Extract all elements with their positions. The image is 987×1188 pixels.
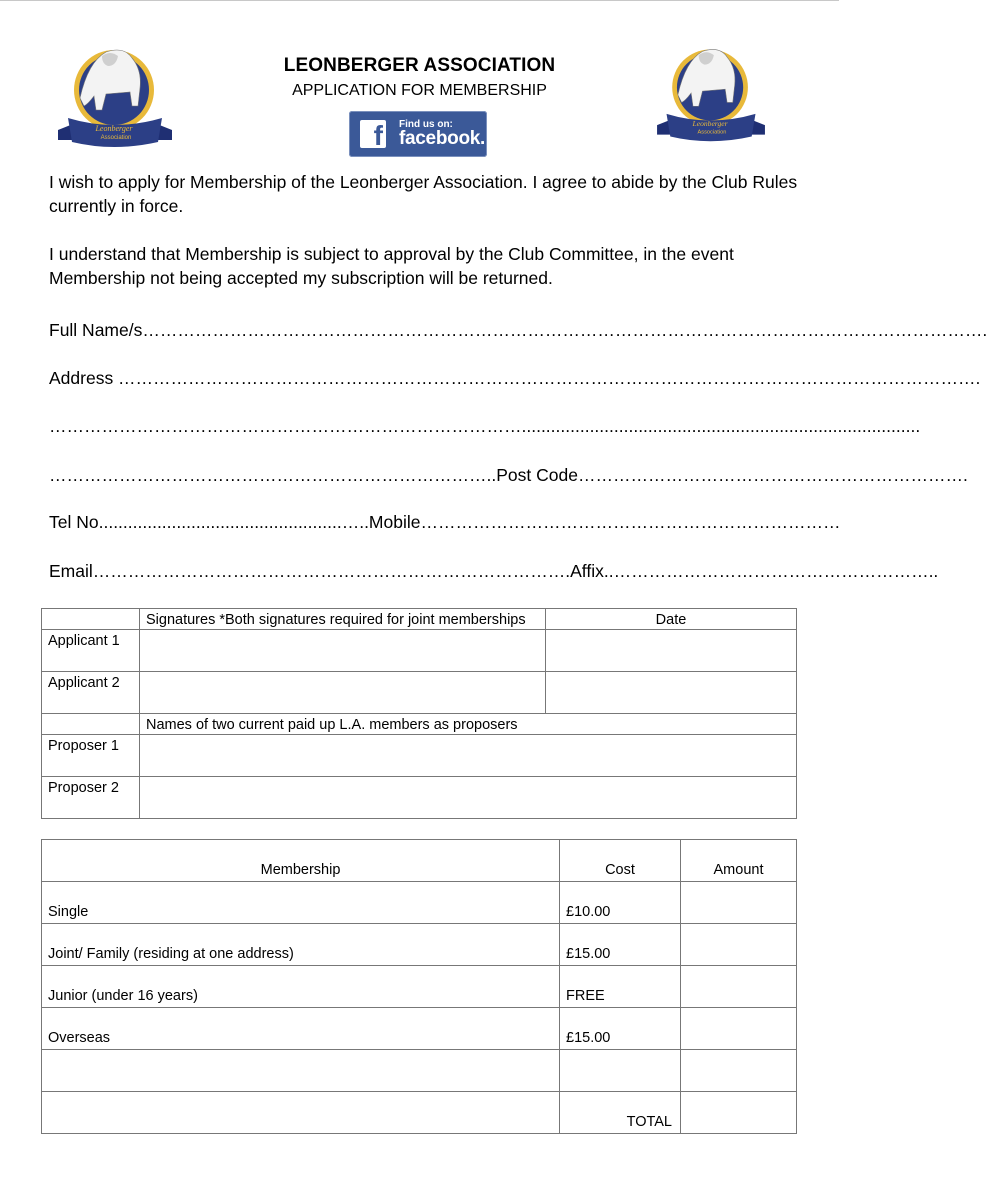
empty-cell (42, 1092, 560, 1134)
address-field[interactable]: Address …………………………………………………………………………………………………………………………………. (49, 368, 981, 388)
total-label: TOTAL (560, 1092, 681, 1134)
membership-table (41, 839, 797, 1134)
facebook-small-text: Find us on: (399, 119, 453, 130)
logo-text-line2: Association (100, 135, 132, 141)
empty-cell (42, 609, 140, 630)
signatures-table (41, 608, 797, 819)
postcode-field[interactable]: …………………………………………………………………..Post Code…………………………………………………………. (49, 465, 968, 485)
membership-type: Overseas (42, 1008, 560, 1050)
table-row (42, 1050, 797, 1092)
page-subtitle: APPLICATION FOR MEMBERSHIP (292, 82, 547, 99)
total-amount-cell[interactable] (681, 1092, 797, 1134)
table-row (42, 1008, 797, 1050)
applicant1-signature-cell[interactable] (140, 630, 546, 672)
proposer2-name-cell[interactable] (140, 777, 797, 819)
cost-header: Cost (560, 840, 681, 882)
applicant2-label: Applicant 2 (42, 672, 140, 714)
full-name-field[interactable]: Full Name/s………………………………………………………………………………………………………………………………. (49, 320, 987, 340)
membership-type: Single (42, 882, 560, 924)
facebook-wordmark: facebook. (399, 128, 485, 149)
membership-cost: FREE (560, 966, 681, 1008)
page-title: LEONBERGER ASSOCIATION (283, 55, 556, 76)
table-row (42, 672, 797, 714)
table-row (42, 1092, 797, 1134)
logo-text-line1: Leonberger (95, 124, 133, 133)
table-row (42, 924, 797, 966)
logo-text-line2: Association (697, 129, 727, 136)
address-line2-field[interactable]: ……………………………………………………………………….................................................................................. (49, 416, 921, 436)
proposer2-label: Proposer 2 (42, 777, 140, 819)
amount-cell[interactable] (681, 966, 797, 1008)
membership-cost: £10.00 (560, 882, 681, 924)
applicant2-signature-cell[interactable] (140, 672, 546, 714)
table-row (42, 777, 797, 819)
applicant1-date-cell[interactable] (546, 630, 797, 672)
membership-cost: £15.00 (560, 1008, 681, 1050)
table-row (42, 714, 797, 735)
proposer1-label: Proposer 1 (42, 735, 140, 777)
facebook-badge[interactable] (349, 111, 487, 157)
intro-paragraph: I wish to apply for Membership of the Leonberger Association. I agree to abide by the Club Rules currently in force. (49, 172, 798, 216)
table-row (42, 609, 797, 630)
empty-cell (42, 714, 140, 735)
empty-cell (560, 1050, 681, 1092)
applicant2-date-cell[interactable] (546, 672, 797, 714)
membership-type: Joint/ Family (residing at one address) (42, 924, 560, 966)
email-affix-field[interactable]: Email……………………………………………………………………….Affix..……………………………………………….. (49, 561, 939, 581)
membership-header: Membership (42, 840, 560, 882)
amount-cell[interactable] (681, 924, 797, 966)
table-row (42, 966, 797, 1008)
table-row (42, 840, 797, 882)
tel-mobile-field[interactable]: Tel No..................................................…..Mobile……………………………………………………………… (49, 512, 841, 532)
applicant1-label: Applicant 1 (42, 630, 140, 672)
proposer1-name-cell[interactable] (140, 735, 797, 777)
date-header: Date (546, 609, 797, 630)
proposers-header: Names of two current paid up L.A. members as proposers (140, 714, 797, 735)
table-row (42, 630, 797, 672)
signatures-header: Signatures *Both signatures required for joint memberships (140, 609, 546, 630)
membership-cost: £15.00 (560, 924, 681, 966)
membership-type: Junior (under 16 years) (42, 966, 560, 1008)
logo-text-line1: Leonberger (692, 119, 728, 129)
table-row (42, 882, 797, 924)
amount-cell[interactable] (681, 1008, 797, 1050)
top-border (0, 0, 839, 1)
amount-cell[interactable] (681, 882, 797, 924)
amount-cell[interactable] (681, 1050, 797, 1092)
table-row (42, 735, 797, 777)
amount-header: Amount (681, 840, 797, 882)
facebook-icon: f (360, 120, 386, 148)
approval-paragraph: I understand that Membership is subject to approval by the Club Committee, in the event Membership not being accepted my subscription will be returned. (49, 244, 734, 288)
empty-cell (42, 1050, 560, 1092)
